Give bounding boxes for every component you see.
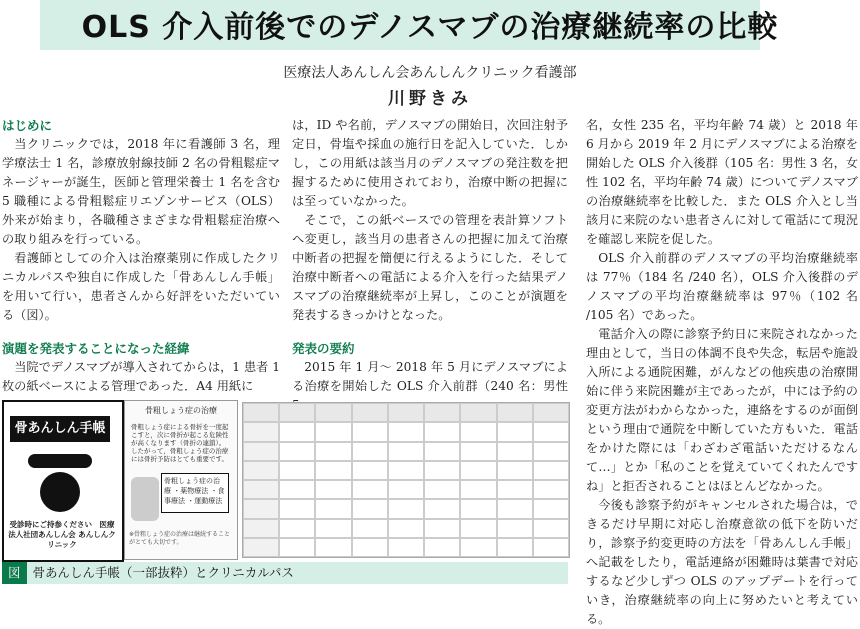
pathway-cell (460, 519, 496, 538)
pathway-cell (533, 403, 569, 422)
pathway-cell (279, 519, 315, 538)
pathway-cell (352, 403, 388, 422)
pathway-cell (315, 480, 351, 499)
pathway-cell (497, 442, 533, 461)
paragraph: は，ID や名前，デノスマブの開始日，次回注射予定日，骨塩や採血の施行日を記入していた．しかし，この用紙は該当月のデノスマブの発注数を把握するために使用されており，治療中断の把握には至っていなかった。 (292, 118, 568, 208)
pathway-cell (388, 403, 424, 422)
pathway-cell (388, 442, 424, 461)
pathway-cell (460, 499, 496, 518)
page-title: OLS 介入前後でのデノスマブの治療継続率の比較 (81, 10, 779, 45)
pathway-cell (315, 461, 351, 480)
pathway-cell (497, 461, 533, 480)
figure (2, 400, 570, 562)
pathway-cell (460, 480, 496, 499)
booklet-page-image (124, 400, 238, 560)
pathway-cell (388, 461, 424, 480)
booklet-page-note: ※骨粗しょう症の治療は継続することがとても大切です。 (129, 531, 231, 546)
pathway-cell (460, 403, 496, 422)
pathway-cell (388, 538, 424, 557)
figure-caption-text: 骨あんしん手帳（一部抜粋）とクリニカルパス (32, 565, 294, 580)
pathway-cell (315, 422, 351, 441)
booklet-cover-image (2, 400, 124, 562)
paragraph: OLS 介入前群のデノスマブの平均治療継続率は 77％（184 名 /240 名），OLS 介入後群のデノスマブの平均治療継続率は 97％（102 名 /105 名）であった。 (586, 251, 858, 322)
pathway-cell (352, 422, 388, 441)
pathway-cell (315, 519, 351, 538)
pathway-cell (424, 422, 460, 441)
pathway-cell (243, 499, 279, 518)
pathway-cell (424, 480, 460, 499)
organization: 医療法人あんしん会あんしんクリニック看護部 (283, 65, 577, 81)
pathway-cell (243, 480, 279, 499)
pathway-cell (460, 461, 496, 480)
pathway-cell (388, 519, 424, 538)
pathway-cell (388, 422, 424, 441)
pathway-cell (497, 499, 533, 518)
pathway-cell (279, 442, 315, 461)
section-heading-summary: 発表の要約 (292, 341, 355, 356)
pathway-cell (424, 538, 460, 557)
pathway-cell (424, 442, 460, 461)
pathway-cell (388, 480, 424, 499)
pathway-cell (424, 461, 460, 480)
column-2 (292, 116, 568, 415)
pathway-cell (460, 538, 496, 557)
column-3 (586, 116, 858, 629)
pathway-cell (352, 499, 388, 518)
pathway-cell (352, 461, 388, 480)
paragraph: 電話介入の際に診察予約日に来院されなかった理由として，当日の体調不良や失念，転居や施設入所による通院困難，がんなどの他疾患の治療開始に伴う来院困難が主であったが，中には予約の変更方法がわからなかった，連絡をするのが面倒という理由で通院を中断していた方もいた．電話をかけた際には「わざわざ電話いただけるなんて…」とか「私のことを覚えていてくれたんですね」と拒否されることはほとんどなかった。 (586, 327, 858, 493)
pathway-cell (533, 480, 569, 499)
pathway-cell (315, 499, 351, 518)
treatment-box: 骨粗しょう症の治療 ・薬物療法 ・食事療法 ・運動療法 (161, 473, 229, 513)
booklet-title: 骨あんしん手帳 (10, 416, 110, 442)
clinical-pathway-image (242, 402, 570, 558)
pathway-cell (243, 538, 279, 557)
pathway-cell (533, 519, 569, 538)
pathway-cell (279, 422, 315, 441)
pathway-cell (243, 519, 279, 538)
pathway-cell (497, 403, 533, 422)
bone-icon (28, 454, 92, 468)
pathway-cell (533, 422, 569, 441)
paragraph: そこで，この紙ベースでの管理を表計算ソフトへ変更し，該当月の患者さんの把握に加えて治療中断者の把握を簡便に行えるようにした．そして治療中断者への電話による介入を行った結果デノスマブの治療継続率が上昇し，このことが演題を発表するきっかけとなった。 (292, 213, 568, 322)
author: 川野きみ (388, 89, 472, 109)
pathway-cell (497, 422, 533, 441)
pathway-cell (424, 519, 460, 538)
pathway-cell (279, 538, 315, 557)
pathway-cell (424, 499, 460, 518)
paragraph: 名，女性 235 名，平均年齢 74 歳）と 2018 年 6 月から 2019 年 2 月にデノスマブによる治療を開始した OLS 介入後群（105 名：男性 3 名，女性 102 名，平均年齢 74 歳）についてデノスマブの治療継続率を比較した．また OLS 介入とし当該月に来院のない患者さんに対して電話にて現況を確認し来院を促した。 (586, 118, 858, 246)
pathway-cell (424, 403, 460, 422)
pathway-cell (460, 422, 496, 441)
pathway-cell (279, 499, 315, 518)
column-1 (2, 116, 280, 396)
pathway-cell (497, 480, 533, 499)
section-heading-intro: はじめに (2, 118, 53, 133)
pathway-cell (388, 499, 424, 518)
figure-label: 図 (2, 562, 27, 584)
pathway-cell (533, 442, 569, 461)
pathway-cell (315, 403, 351, 422)
pathway-cell (497, 538, 533, 557)
pathway-cell (243, 461, 279, 480)
pathway-cell (460, 442, 496, 461)
section-heading-background: 演題を発表することになった経緯 (2, 341, 190, 356)
pathway-cell (533, 461, 569, 480)
pathway-cell (352, 538, 388, 557)
paragraph: 看護師としての介入は治療薬別に作成したクリニカルパスや独自に作成した「骨あんしん手帳」を用いて行い，患者さんから好評をいただいている（図）。 (2, 251, 280, 322)
booklet-footer: 受診時にご持参ください 医療法人社団あんしん会 あんしんクリニック (8, 520, 116, 549)
pathway-cell (279, 461, 315, 480)
pathway-cell (352, 480, 388, 499)
pathway-cell (279, 403, 315, 422)
pathway-cell (352, 519, 388, 538)
pathway-cell (243, 442, 279, 461)
paragraph: 当クリニックでは，2018 年に看護師 3 名，理学療法士 1 名，診療放射線技師 2 名の骨粗鬆症マネージャーが誕生，医師と管理栄養士 1 名を含む 5 職種による骨粗鬆症リエゾンサービス（OLS）外来が始まり，各職種さまざまな骨粗鬆症治療への取り組みを行っている。 (2, 137, 280, 246)
pathway-cell (243, 422, 279, 441)
paragraph: 2015 年 1 月～ 2018 年 5 月にデノスマブによる治療を開始した OLS 介入前群（240 名：男性 (292, 360, 568, 393)
pathway-cell (315, 538, 351, 557)
illustration-icon (131, 477, 159, 521)
pathway-cell (315, 442, 351, 461)
paragraph: 当院でデノスマブが導入されてからは，1 患者 1 枚の紙ベースによる管理であった．A4 用紙に (2, 360, 280, 393)
person-icon (40, 472, 80, 512)
pathway-cell (497, 519, 533, 538)
figure-caption (2, 562, 568, 584)
paragraph: 今後も診察予約がキャンセルされた場合は，できるだけ早期に対応し治療意欲の低下を防いだり，診察予約変更時の方法を「骨あんしん手帳」へ記載をしたり，電話連絡が困難時は葉書で対応するなど少しずつ OLS のアップデートを行っていき，治療継続率の向上に努めたいと考えている。 (586, 498, 858, 626)
booklet-page-text: 骨粗しょう症による骨折を一度起こすと，次に骨折が起こる危険性が高くなります（骨折の連鎖）。したがって，骨粗しょう症の治療には骨折予防はとても重要です。 (131, 423, 229, 463)
pathway-cell (279, 480, 315, 499)
pathway-cell (243, 403, 279, 422)
pathway-cell (533, 499, 569, 518)
booklet-page-heading: 骨粗しょう症の治療 (145, 406, 217, 415)
pathway-cell (352, 442, 388, 461)
pathway-cell (533, 538, 569, 557)
